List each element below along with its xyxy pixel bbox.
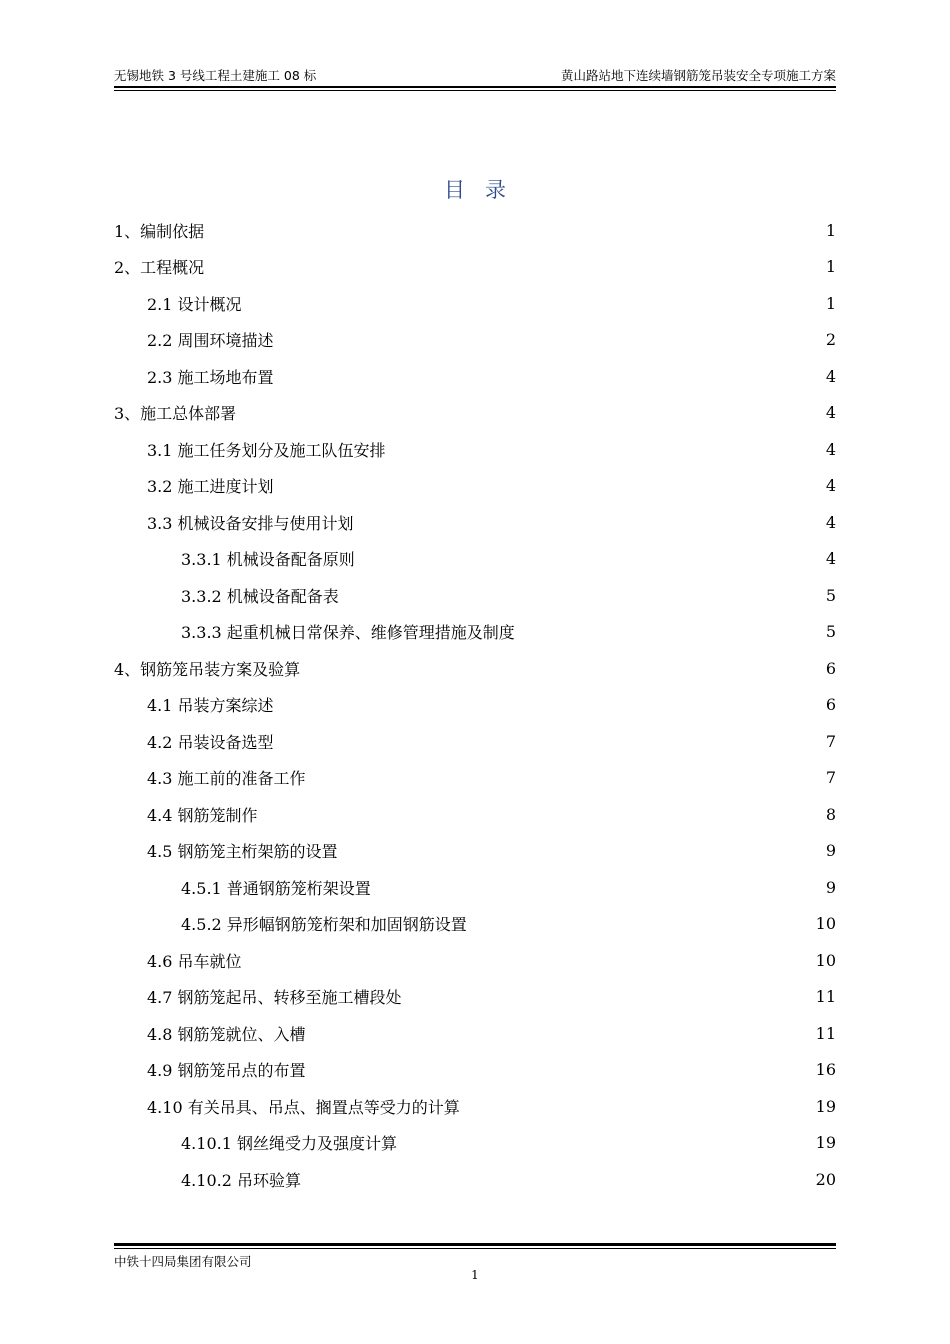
toc-leader-dots: [205, 224, 825, 236]
toc-entry-label: 3.1 施工任务划分及施工队伍安排: [147, 440, 386, 460]
toc-entry[interactable]: [114, 1015, 836, 1052]
toc-entry[interactable]: [114, 687, 836, 724]
toc-leader-dots: [275, 370, 825, 382]
toc-entry-page: 6: [825, 695, 836, 715]
toc-entry-label: 3.3 机械设备安排与使用计划: [147, 513, 354, 533]
toc-entry[interactable]: [114, 650, 836, 687]
toc-entry-page: 4: [825, 476, 836, 496]
toc-leader-dots: [205, 261, 825, 273]
toc-leader-dots: [398, 1137, 815, 1149]
toc-leader-dots: [302, 1173, 815, 1185]
header-rule: [114, 86, 836, 88]
toc-entry-label: 3.3.1 机械设备配备原则: [181, 550, 355, 570]
toc-entry-label: 4.10.1 钢丝绳受力及强度计算: [181, 1134, 397, 1154]
toc-entry-page: 4: [825, 549, 836, 569]
toc-entry-page: 8: [825, 804, 836, 824]
toc-entry-page: 9: [825, 877, 836, 897]
toc-leader-dots: [259, 808, 825, 820]
toc-entry-label: 4.5 钢筋笼主桁架筋的设置: [147, 842, 338, 862]
toc-entry[interactable]: [114, 796, 836, 833]
toc-entry-label: 4.10.2 吊环验算: [181, 1170, 301, 1190]
toc-leader-dots: [356, 553, 825, 565]
toc-entry-label: 2.1 设计概况: [147, 294, 242, 314]
footer-rule-thin: [114, 1248, 836, 1249]
page-number: 1: [471, 1268, 479, 1282]
toc-leader-dots: [275, 480, 825, 492]
toc-entry-page: 1: [825, 257, 836, 277]
toc-leader-dots: [307, 772, 825, 784]
toc-entry-page: 5: [825, 622, 836, 642]
toc-entry-label: 4.7 钢筋笼起吊、转移至施工槽段处: [147, 988, 402, 1008]
table-of-contents: [114, 212, 836, 1198]
toc-entry-page: 7: [825, 768, 836, 788]
toc-leader-dots: [307, 1027, 815, 1039]
toc-leader-dots: [275, 334, 825, 346]
footer-rule: [114, 1243, 836, 1246]
toc-entry-page: 10: [815, 914, 836, 934]
toc-leader-dots: [339, 845, 825, 857]
toc-leader-dots: [275, 735, 825, 747]
toc-title: 目录: [444, 178, 526, 202]
toc-entry-label: 4.3 施工前的准备工作: [147, 769, 306, 789]
toc-entry-label: 4、钢筋笼吊装方案及验算: [114, 659, 301, 679]
toc-entry-label: 4.2 吊装设备选型: [147, 732, 274, 752]
toc-entry[interactable]: [114, 942, 836, 979]
toc-entry-label: 4.10 有关吊具、吊点、搁置点等受力的计算: [147, 1097, 460, 1117]
toc-entry[interactable]: [114, 1088, 836, 1125]
toc-entry-label: 4.6 吊车就位: [147, 951, 242, 971]
toc-entry-label: 2、工程概况: [114, 258, 205, 278]
toc-leader-dots: [387, 443, 825, 455]
toc-leader-dots: [340, 589, 825, 601]
toc-entry[interactable]: [114, 322, 836, 359]
toc-entry-label: 1、编制依据: [114, 221, 205, 241]
toc-entry[interactable]: [114, 431, 836, 468]
toc-entry[interactable]: [114, 833, 836, 870]
toc-entry-page: 9: [825, 841, 836, 861]
toc-entry-label: 4.4 钢筋笼制作: [147, 805, 258, 825]
toc-entry[interactable]: [114, 358, 836, 395]
toc-entry-page: 2: [825, 330, 836, 350]
toc-entry-label: 4.8 钢筋笼就位、入槽: [147, 1024, 306, 1044]
toc-leader-dots: [307, 1064, 815, 1076]
toc-leader-dots: [403, 991, 815, 1003]
toc-entry-page: 1: [825, 220, 836, 240]
toc-leader-dots: [461, 1100, 815, 1112]
header-document-title: 黄山路站地下连续墙钢筋笼吊装安全专项施工方案: [560, 68, 836, 83]
toc-entry[interactable]: [114, 212, 836, 249]
toc-entry-label: 4.5.1 普通钢筋笼桁架设置: [181, 878, 371, 898]
toc-entry-page: 4: [825, 512, 836, 532]
toc-entry-page: 4: [825, 403, 836, 423]
toc-entry[interactable]: [114, 1052, 836, 1089]
toc-entry-page: 20: [815, 1169, 836, 1189]
toc-entry-label: 4.9 钢筋笼吊点的布置: [147, 1061, 306, 1081]
toc-leader-dots: [275, 699, 825, 711]
toc-entry-label: 4.1 吊装方案综述: [147, 696, 274, 716]
toc-entry-label: 4.5.2 异形幅钢筋笼桁架和加固钢筋设置: [181, 915, 467, 935]
toc-entry[interactable]: [114, 1161, 836, 1198]
toc-entry[interactable]: [114, 723, 836, 760]
toc-entry[interactable]: [114, 577, 836, 614]
toc-entry[interactable]: [114, 979, 836, 1016]
toc-leader-dots: [355, 516, 825, 528]
toc-entry-page: 1: [825, 293, 836, 313]
toc-entry-page: 4: [825, 366, 836, 386]
footer-company: 中铁十四局集团有限公司: [114, 1254, 252, 1269]
toc-leader-dots: [243, 297, 825, 309]
toc-entry-page: 10: [815, 950, 836, 970]
toc-leader-dots: [372, 881, 825, 893]
toc-entry[interactable]: [114, 249, 836, 286]
toc-entry-page: 4: [825, 439, 836, 459]
toc-leader-dots: [468, 918, 815, 930]
toc-entry-page: 11: [815, 987, 836, 1007]
toc-entry[interactable]: [114, 760, 836, 797]
toc-entry[interactable]: [114, 541, 836, 578]
toc-entry-label: 3、施工总体部署: [114, 404, 237, 424]
toc-entry[interactable]: [114, 906, 836, 943]
toc-entry-page: 16: [815, 1060, 836, 1080]
toc-entry-page: 19: [815, 1133, 836, 1153]
toc-entry-page: 19: [815, 1096, 836, 1116]
header-project-name: 无锡地铁 3 号线工程土建施工 08 标: [114, 68, 317, 83]
toc-entry[interactable]: [114, 468, 836, 505]
toc-leader-dots: [301, 662, 825, 674]
toc-leader-dots: [516, 626, 825, 638]
toc-entry-page: 11: [815, 1023, 836, 1043]
toc-leader-dots: [243, 954, 815, 966]
toc-entry-page: 7: [825, 731, 836, 751]
page-header: [114, 66, 836, 88]
toc-entry[interactable]: [114, 504, 836, 541]
toc-entry[interactable]: [114, 614, 836, 651]
toc-entry-label: 2.3 施工场地布置: [147, 367, 274, 387]
header-rule-thin: [114, 90, 836, 91]
toc-entry-label: 3.3.3 起重机械日常保养、维修管理措施及制度: [181, 623, 515, 643]
toc-entry-label: 2.2 周围环境描述: [147, 331, 274, 351]
toc-entry[interactable]: [114, 395, 836, 432]
toc-entry-label: 3.2 施工进度计划: [147, 477, 274, 497]
toc-entry[interactable]: [114, 285, 836, 322]
toc-entry[interactable]: [114, 869, 836, 906]
toc-entry-page: 6: [825, 658, 836, 678]
toc-entry-label: 3.3.2 机械设备配备表: [181, 586, 339, 606]
toc-leader-dots: [237, 407, 825, 419]
toc-entry[interactable]: [114, 1125, 836, 1162]
toc-entry-page: 5: [825, 585, 836, 605]
